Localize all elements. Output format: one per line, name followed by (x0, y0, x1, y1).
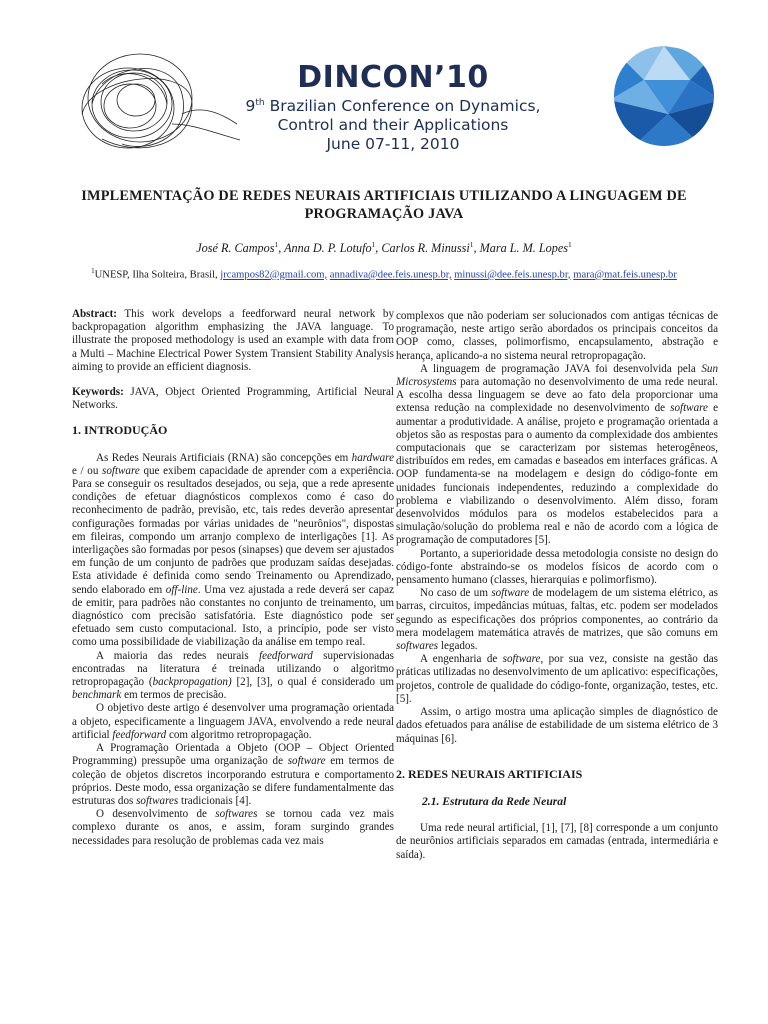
affiliation (40, 267, 728, 281)
text-run: software (102, 464, 140, 477)
text-run: software (287, 755, 326, 768)
text-run: tradicionais [4]. (178, 794, 252, 807)
paragraph (72, 650, 394, 703)
conference-subtitle-2: Control and their Applications (277, 116, 509, 135)
text-run: A Programação Orientada a Objeto (OOP – Object Oriented Programming) pressupõe uma organização de (72, 742, 394, 768)
conference-banner (238, 62, 548, 154)
author-4-mark: 1 (567, 240, 572, 249)
author-1-mark: 1 (274, 240, 279, 249)
text-run: software (491, 587, 530, 600)
paragraph: Portanto, a superioridade dessa metodologia consiste no design do código-fonte abstraindo-se os modelos físicos de acordo com o pensamento humano (classes, hierarquias e polimorfismo). (396, 547, 718, 587)
abstract-text: This work develops a feedforward neural network by backpropagation algorithm emphasizing the JAVA language. To illustrate the proposed methodology is used an example with data from a Multi – Machine Electrical Power System Transient Stability Analysis aiming to provide an efficient diagnosis. (72, 308, 394, 373)
paragraph: Assim, o artigo mostra uma aplicação simples de diagnóstico de dados efetuados para análise de estabilidade de um sistema elétrico de 3 máquinas [6]. (396, 706, 718, 745)
paragraph: Uma rede neural artificial, [1], [7], [8] corresponde a um conjunto de neurônios artificiais separados em camadas (entrada, intermediária e saída). (396, 822, 718, 861)
text-run: e aumentar a produtividade. A análise, projeto e programação orientada a objetos são as respostas para o aumento da complexidade dos ambientes computacionais que se caracterizam por sistemas heterogêneos, distribuídos em redes, em camadas e baseados em interfaces gráficas. A OOP fundamenta-se na modelagem e design do código-fonte em unidades funcionais independentes, reduzindo a complexidade do problema e viabilizando o desenvolvimento. Além disso, foram desenvolvidos módulos para os modelos estabelecidos para a simulação/solução do problema real e não de acordo com a lógica de programação de computadores [5]. (396, 402, 718, 547)
author-3-mark: 1 (469, 240, 474, 249)
abstract (72, 308, 394, 374)
paper-title-line-1: IMPLEMENTAÇÃO DE REDES NEURAIS ARTIFICIAIS UTILIZANDO A LINGUAGEM DE (81, 188, 687, 204)
keywords (72, 386, 394, 412)
author-2: Anna D. P. Lotufo (284, 241, 372, 256)
text-run: [2], [3], o qual é considerado um (231, 676, 394, 689)
text-run: . Uma vez ajustada a rede deverá ser capaz de emitir, para padrões não constantes no conjunto de treinamento, um diagnóstico com precisão satisfatória. Este diagnóstico pode ser efetuado sem custo computacional. Isto, a princípio, pode ser visto como uma possibilidade de viabilização da análise em tempo real. (72, 583, 394, 649)
text-run: e / ou (72, 464, 102, 477)
edition-suffix: th (255, 98, 265, 108)
text-run: Sun Microsystems (396, 362, 718, 389)
text-run: software (670, 402, 708, 415)
text-run: com algoritmo retropropagação. (166, 728, 312, 741)
paragraph (396, 587, 718, 653)
paper-title-line-2: PROGRAMAÇÃO JAVA (304, 206, 464, 222)
text-run: softwares (396, 640, 439, 653)
text-run: em termos de coleção de objetos discretos incorporando estrutura e comportamento próprios. Deste modo, essa organização se difere fundamentalmente das estruturas dos (72, 755, 394, 807)
conference-subtitle-1 (238, 94, 548, 116)
text-run: , por sua vez, consiste na gestão das práticas utilizadas no desenvolvimento de um aplicativo: especificações, projetos, controle de qualidade do código-fonte, organização, testes, etc. [5]. (396, 653, 718, 705)
text-run: de modelagem de um sistema elétrico, as barras, circuitos, impedâncias mútuas, faltas, etc. podem ser modelados segundo as especificações dos próprios componentes, ao contrário da mera modelagem matemática através de matrizes, que são comuns em (396, 587, 718, 639)
section-heading-1: 1. INTRODUÇÃO (72, 423, 168, 438)
text-run: A linguagem de programação JAVA foi desenvolvida pela (420, 362, 702, 375)
text-run: se tornou cada vez mais complexo durante os anos, e assim, foram surgindo grandes necessidades para resolução de problemas cada vez mais (72, 808, 394, 847)
text-run: softwares (215, 808, 258, 821)
conference-header (0, 0, 768, 160)
text-run: softwares (136, 794, 179, 807)
sphere-logo (590, 40, 738, 148)
text-run: hardware (351, 451, 394, 464)
text-run: feedforward (259, 649, 313, 662)
paragraph (72, 452, 394, 650)
affiliation-text: UNESP, Ilha Solteira, Brasil, (94, 269, 221, 281)
paragraph: complexos que não poderiam ser solucionados com antigas técnicas de programação, neste artigo serão abordados os principais conceitos da OOP como, classes, polimorfismo, encapsulamento, abstração e herança, aplicando-a no sistema neural retropropagação. (396, 310, 718, 362)
paragraph (72, 742, 394, 808)
text-run: para automação no desenvolvimento de uma rede neural. A escolha dessa linguagem se deve ao fato dela proporcionar uma extensa redução na complexidade no desenvolvimento de (396, 376, 718, 415)
text-run: O desenvolvimento de (96, 808, 216, 821)
email-link-3[interactable]: minussi@dee.feis.unesp.br, (454, 269, 571, 281)
subsection-heading: 2.1. Estrutura da Rede Neural (422, 794, 567, 808)
author-4: Mara L. M. Lopes (479, 241, 568, 256)
text-run: feedforward (112, 728, 167, 741)
abstract-label: Abstract: (72, 308, 117, 320)
text-run: supervisionadas encontradas na literatura é treinada utilizando o algoritmo retropropagação ( (72, 649, 394, 689)
text-run: A maioria das redes neurais (96, 649, 259, 662)
email-link-2[interactable]: annadiva@dee.feis.unesp.br, (329, 269, 452, 281)
conference-title: DINCON’10 (297, 60, 489, 95)
affiliation-mark: 1 (91, 267, 95, 275)
text-run: off-line (165, 583, 198, 596)
left-column (72, 308, 394, 848)
edition-line: Brazilian Conference on Dynamics, (269, 97, 541, 116)
text-run: benchmark (72, 689, 122, 702)
text-run: O objetivo deste artigo é desenvolver uma programação orientada a objeto, especificamente a linguagem JAVA, envolvendo a rede neural artificial (72, 702, 394, 741)
text-run: em termos de precisão. (121, 689, 227, 702)
paragraph (72, 702, 394, 742)
attractor-logo (62, 44, 242, 160)
email-link-1[interactable]: jrcampos82@gmail.com, (220, 269, 328, 281)
author-list: José R. Campos$^1$, Anna D. P. Lotufo$^1$, Carlos R. Minussi$^1$, Mara L. M. Lopes$^1$ (196, 240, 572, 256)
text-run: No caso de um (420, 587, 492, 600)
text-run: legados. (438, 640, 478, 653)
text-run: A engenharia de (420, 653, 503, 666)
author-2-mark: 1 (371, 240, 376, 249)
conference-dates: June 07-11, 2010 (326, 135, 460, 154)
paragraph (396, 363, 718, 548)
text-run: software (502, 653, 541, 666)
paper-title (40, 187, 728, 223)
keywords-text: JAVA, Object Oriented Programming, Artificial Neural Networks. (72, 386, 394, 412)
email-link-4[interactable]: mara@mat.feis.unesp.br (573, 269, 677, 281)
section-heading-2: 2. REDES NEURAIS ARTIFICIAIS (396, 766, 583, 781)
text-run: backpropagation) (152, 676, 232, 689)
paragraph (72, 808, 394, 848)
text-run: As Redes Neurais Artificiais (RNA) são concepções em (96, 451, 352, 464)
right-column (396, 310, 718, 862)
edition-number: 9 (245, 97, 256, 116)
keywords-label: Keywords: (72, 386, 124, 399)
text-run: que exibem capacidade de aprender com a experiência. Para se conseguir os resultados desejados, ou seja, que a rede apresente condições de efetuar diagnósticos complexos como é caso do reconhecimento de padrão, previsão, etc, tais redes deverão apresentar configurações formadas por várias unidades de "neurônios", dispostas em fileiras, compondo um arranjo complexo de interligações [1]. As interligações são formadas por pesos (sinapses) que devem ser ajustados em função de um conjunto de padrões que produzam saídas desejadas. Esta atividade é definida como sendo Treinamento ou Aprendizado, sendo elaborado em (72, 464, 394, 596)
paragraph (396, 653, 718, 706)
author-3: Carlos R. Minussi (381, 241, 470, 256)
author-1: José R. Campos (196, 241, 275, 256)
